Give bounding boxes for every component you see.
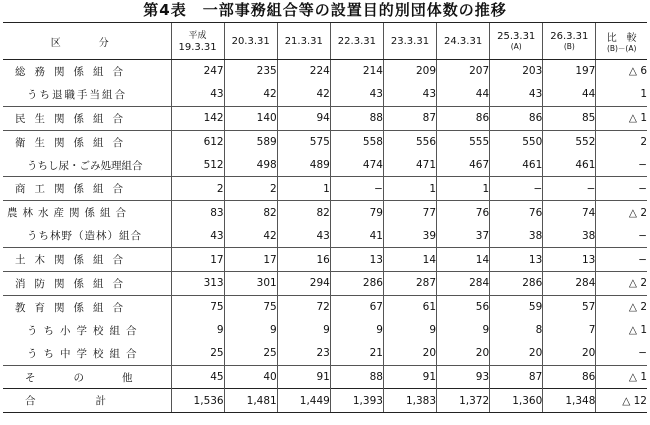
count-cell: 9 — [171, 319, 224, 342]
count-cell: 86 — [543, 365, 596, 389]
count-cell: 489 — [277, 154, 330, 177]
count-cell: 294 — [277, 272, 330, 296]
count-cell: 38 — [543, 224, 596, 247]
count-cell: 93 — [437, 365, 490, 389]
count-cell: − — [490, 177, 543, 201]
count-cell: 13 — [543, 248, 596, 272]
row-label: 衛生関係組合 — [3, 130, 171, 153]
count-cell: 1,348 — [543, 389, 596, 413]
count-cell: 17 — [224, 248, 277, 272]
row-label: うち退職手当組合 — [27, 88, 127, 101]
count-cell: 42 — [277, 83, 330, 106]
comparison-cell: − — [596, 224, 647, 247]
row-label: うち中学校組合 — [27, 347, 143, 360]
table-title: 第4表 一部事務組合等の設置目的別団体数の推移 — [143, 1, 507, 19]
count-cell: 38 — [490, 224, 543, 247]
table-row — [3, 224, 647, 247]
count-cell: 86 — [437, 106, 490, 130]
row-label: 教育関係組合 — [3, 295, 171, 318]
count-cell: 214 — [330, 60, 383, 83]
table-row — [3, 248, 647, 272]
count-cell: 79 — [330, 201, 383, 224]
count-cell: 207 — [437, 60, 490, 83]
header-year-25-date: 25.3.31 — [497, 31, 536, 42]
count-cell: 82 — [277, 201, 330, 224]
count-cell: − — [543, 177, 596, 201]
count-cell: 14 — [437, 248, 490, 272]
count-cell: 67 — [330, 295, 383, 318]
count-cell: 17 — [171, 248, 224, 272]
count-cell: 37 — [437, 224, 490, 247]
row-label: 農林水産関係組合 — [3, 201, 171, 224]
table-row — [3, 295, 647, 318]
header-year-19-date: 19.3.31 — [178, 41, 217, 53]
count-cell: 87 — [490, 365, 543, 389]
header-year-24: 24.3.31 — [437, 23, 490, 60]
count-cell: 43 — [490, 83, 543, 106]
row-label: 合計 — [3, 389, 171, 413]
count-cell: 471 — [383, 154, 436, 177]
count-cell: 9 — [277, 319, 330, 342]
count-cell: 575 — [277, 130, 330, 153]
count-cell: 286 — [490, 272, 543, 296]
count-cell: 21 — [330, 342, 383, 365]
count-cell: 20 — [490, 342, 543, 365]
count-cell: 44 — [437, 83, 490, 106]
count-cell: 9 — [437, 319, 490, 342]
comparison-cell: △ 2 — [596, 295, 647, 318]
row-label: 商工関係組合 — [3, 177, 171, 201]
table-row — [3, 342, 647, 365]
table-row — [3, 106, 647, 130]
count-cell: 284 — [543, 272, 596, 296]
count-cell: 209 — [383, 60, 436, 83]
count-cell: 23 — [277, 342, 330, 365]
count-cell: 40 — [224, 365, 277, 389]
header-comparison-sub: (B)－(A) — [606, 44, 637, 53]
count-cell: 13 — [490, 248, 543, 272]
count-cell: 74 — [543, 201, 596, 224]
table-row — [3, 365, 647, 389]
count-cell: 467 — [437, 154, 490, 177]
count-cell: 1,393 — [330, 389, 383, 413]
count-cell: 41 — [330, 224, 383, 247]
count-cell: 7 — [543, 319, 596, 342]
count-cell: 612 — [171, 130, 224, 153]
comparison-cell: 1 — [596, 83, 647, 106]
comparison-cell: △ 2 — [596, 272, 647, 296]
count-cell: 75 — [171, 295, 224, 318]
row-label: その他 — [3, 365, 171, 389]
association-count-table — [3, 22, 647, 413]
count-cell: 91 — [383, 365, 436, 389]
count-cell: 94 — [277, 106, 330, 130]
row-label: うち林野（造林）組合 — [27, 230, 142, 243]
count-cell: 1,536 — [171, 389, 224, 413]
count-cell: 42 — [224, 83, 277, 106]
count-cell: 550 — [490, 130, 543, 153]
count-cell: 20 — [437, 342, 490, 365]
comparison-cell: − — [596, 342, 647, 365]
table-row — [3, 272, 647, 296]
table-row — [3, 319, 647, 342]
count-cell: 2 — [224, 177, 277, 201]
count-cell: 76 — [437, 201, 490, 224]
count-cell: 59 — [490, 295, 543, 318]
table-row — [3, 83, 647, 106]
comparison-cell: △ 12 — [596, 389, 647, 413]
comparison-cell: △ 1 — [596, 319, 647, 342]
header-year-26 — [543, 23, 596, 60]
count-cell: 88 — [330, 365, 383, 389]
count-cell: 13 — [330, 248, 383, 272]
comparison-cell: △ 1 — [596, 365, 647, 389]
comparison-cell: − — [596, 248, 647, 272]
total-row — [3, 389, 647, 413]
header-year-22: 22.3.31 — [330, 23, 383, 60]
count-cell: 589 — [224, 130, 277, 153]
count-cell: 75 — [224, 295, 277, 318]
count-cell: 140 — [224, 106, 277, 130]
comparison-cell: − — [596, 154, 647, 177]
header-year-19 — [171, 23, 224, 60]
count-cell: 474 — [330, 154, 383, 177]
count-cell: 142 — [171, 106, 224, 130]
header-category: 区 分 — [3, 23, 171, 60]
header-year-26-mark: (B) — [563, 42, 575, 51]
count-cell: 91 — [277, 365, 330, 389]
count-cell: 87 — [383, 106, 436, 130]
count-cell: 203 — [490, 60, 543, 83]
count-cell: 552 — [543, 130, 596, 153]
count-cell: 42 — [224, 224, 277, 247]
table-row — [3, 201, 647, 224]
count-cell: 301 — [224, 272, 277, 296]
comparison-cell: △ 2 — [596, 201, 647, 224]
row-label: うち小学校組合 — [27, 324, 143, 337]
count-cell: 197 — [543, 60, 596, 83]
count-cell: 45 — [171, 365, 224, 389]
row-label: 総務関係組合 — [15, 65, 132, 78]
header-year-26-date: 26.3.31 — [550, 31, 589, 42]
table-row — [3, 154, 647, 177]
count-cell: 9 — [224, 319, 277, 342]
comparison-cell: 2 — [596, 130, 647, 153]
row-label: 消防関係組合 — [3, 272, 171, 296]
header-row — [3, 23, 647, 60]
count-cell: 72 — [277, 295, 330, 318]
count-cell: 57 — [543, 295, 596, 318]
count-cell: 83 — [171, 201, 224, 224]
row-label: うちし尿・ごみ処理組合 — [27, 159, 143, 172]
count-cell: 20 — [383, 342, 436, 365]
count-cell: 82 — [224, 201, 277, 224]
count-cell: 1 — [437, 177, 490, 201]
count-cell: 43 — [277, 224, 330, 247]
count-cell: 14 — [383, 248, 436, 272]
count-cell: 77 — [383, 201, 436, 224]
header-comparison — [596, 23, 647, 60]
count-cell: 1,360 — [490, 389, 543, 413]
header-year-23: 23.3.31 — [383, 23, 436, 60]
count-cell: 61 — [383, 295, 436, 318]
count-cell: 1,383 — [383, 389, 436, 413]
count-cell: 43 — [171, 83, 224, 106]
header-comparison-label: 比 較 — [606, 33, 637, 44]
count-cell: 43 — [330, 83, 383, 106]
count-cell: 284 — [437, 272, 490, 296]
count-cell: 88 — [330, 106, 383, 130]
count-cell: 85 — [543, 106, 596, 130]
count-cell: 1,481 — [224, 389, 277, 413]
count-cell: 43 — [171, 224, 224, 247]
table-row — [3, 130, 647, 153]
header-year-20: 20.3.31 — [224, 23, 277, 60]
comparison-cell: △ 6 — [596, 60, 647, 83]
count-cell: 287 — [383, 272, 436, 296]
count-cell: 2 — [171, 177, 224, 201]
count-cell: 56 — [437, 295, 490, 318]
count-cell: 44 — [543, 83, 596, 106]
count-cell: 555 — [437, 130, 490, 153]
header-year-21: 21.3.31 — [277, 23, 330, 60]
count-cell: 86 — [490, 106, 543, 130]
table-row — [3, 177, 647, 201]
count-cell: 1,372 — [437, 389, 490, 413]
count-cell: 9 — [330, 319, 383, 342]
count-cell: 512 — [171, 154, 224, 177]
count-cell: 461 — [543, 154, 596, 177]
header-era: 平成 — [188, 30, 207, 41]
count-cell: 1 — [383, 177, 436, 201]
count-cell: 25 — [171, 342, 224, 365]
row-label: 土木関係組合 — [3, 248, 171, 272]
count-cell: 461 — [490, 154, 543, 177]
comparison-cell: △ 1 — [596, 106, 647, 130]
count-cell: 1 — [277, 177, 330, 201]
count-cell: 16 — [277, 248, 330, 272]
count-cell: − — [330, 177, 383, 201]
count-cell: 247 — [171, 60, 224, 83]
count-cell: 498 — [224, 154, 277, 177]
count-cell: 224 — [277, 60, 330, 83]
count-cell: 235 — [224, 60, 277, 83]
count-cell: 558 — [330, 130, 383, 153]
count-cell: 39 — [383, 224, 436, 247]
count-cell: 9 — [383, 319, 436, 342]
count-cell: 43 — [383, 83, 436, 106]
table-row — [3, 60, 647, 83]
header-year-25-mark: (A) — [510, 42, 522, 51]
count-cell: 313 — [171, 272, 224, 296]
count-cell: 8 — [490, 319, 543, 342]
count-cell: 20 — [543, 342, 596, 365]
count-cell: 25 — [224, 342, 277, 365]
count-cell: 286 — [330, 272, 383, 296]
row-label: 民生関係組合 — [3, 106, 171, 130]
count-cell: 76 — [490, 201, 543, 224]
count-cell: 556 — [383, 130, 436, 153]
count-cell: 1,449 — [277, 389, 330, 413]
header-year-25 — [490, 23, 543, 60]
comparison-cell: − — [596, 177, 647, 201]
